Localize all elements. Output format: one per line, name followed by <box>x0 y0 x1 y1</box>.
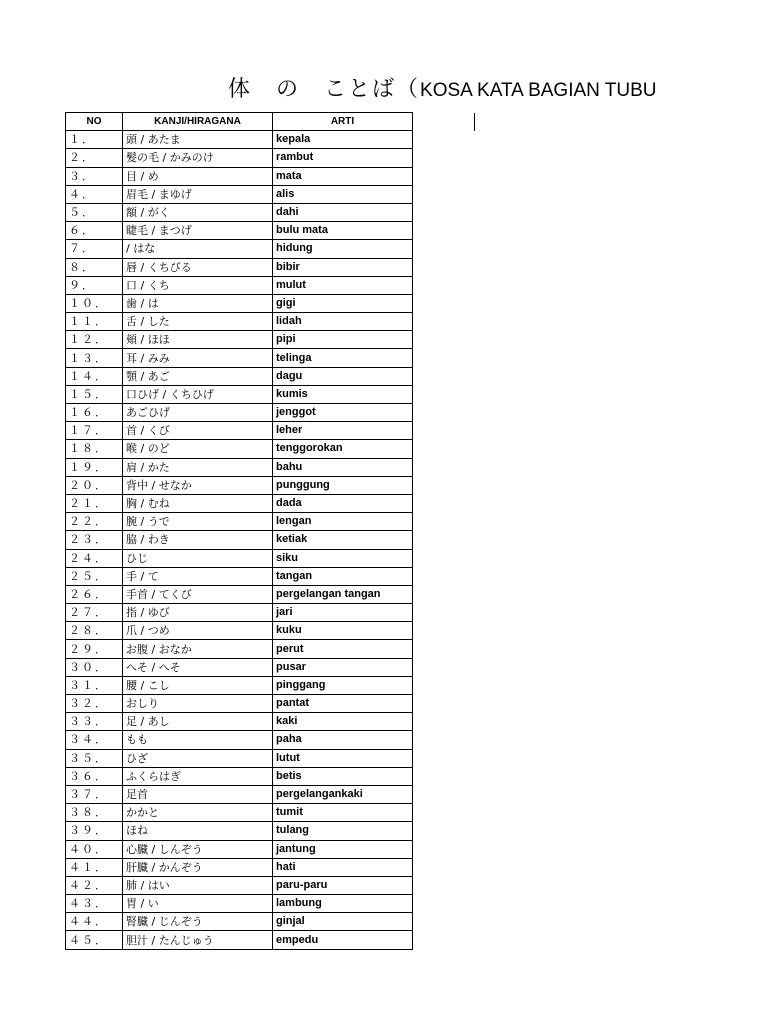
table-row <box>66 440 413 458</box>
row-number: ２５． <box>66 567 123 585</box>
row-kanji-hiragana: 肝臓 / かんぞう <box>123 858 273 876</box>
text-cursor <box>474 113 475 131</box>
table-row <box>66 840 413 858</box>
row-arti: jantung <box>273 840 413 858</box>
row-arti: pusar <box>273 658 413 676</box>
row-kanji-hiragana: 頬 / ほほ <box>123 331 273 349</box>
table-row <box>66 676 413 694</box>
table-header-row <box>66 113 413 131</box>
table-row <box>66 458 413 476</box>
row-kanji-hiragana: 歯 / は <box>123 294 273 312</box>
row-arti: betis <box>273 767 413 785</box>
table-row <box>66 913 413 931</box>
row-arti: punggung <box>273 476 413 494</box>
row-number: ６． <box>66 222 123 240</box>
row-number: ２４． <box>66 549 123 567</box>
row-number: １． <box>66 131 123 149</box>
row-number: １４． <box>66 367 123 385</box>
table-row <box>66 203 413 221</box>
row-kanji-hiragana: ひざ <box>123 749 273 767</box>
row-number: ４． <box>66 185 123 203</box>
header-arti: ARTI <box>273 113 413 131</box>
row-number: ３６． <box>66 767 123 785</box>
table-row <box>66 622 413 640</box>
row-arti: leher <box>273 422 413 440</box>
row-arti: kepala <box>273 131 413 149</box>
row-kanji-hiragana: お腹 / おなか <box>123 640 273 658</box>
table-row <box>66 858 413 876</box>
row-number: ４２． <box>66 876 123 894</box>
row-arti: pantat <box>273 695 413 713</box>
table-row <box>66 640 413 658</box>
row-arti: lengan <box>273 513 413 531</box>
row-number: ３１． <box>66 676 123 694</box>
header-kanji-hiragana: KANJI/HIRAGANA <box>123 113 273 131</box>
row-arti: pergelangan tangan <box>273 585 413 603</box>
table-row <box>66 349 413 367</box>
table-row <box>66 785 413 803</box>
table-row <box>66 131 413 149</box>
table-row <box>66 749 413 767</box>
table-row <box>66 149 413 167</box>
row-number: ４０． <box>66 840 123 858</box>
row-arti: mulut <box>273 276 413 294</box>
table-row <box>66 222 413 240</box>
table-row <box>66 713 413 731</box>
row-kanji-hiragana: 背中 / せなか <box>123 476 273 494</box>
table-row <box>66 804 413 822</box>
row-arti: bibir <box>273 258 413 276</box>
row-kanji-hiragana: 額 / がく <box>123 203 273 221</box>
row-arti: bahu <box>273 458 413 476</box>
row-kanji-hiragana: ひじ <box>123 549 273 567</box>
row-kanji-hiragana: 耳 / みみ <box>123 349 273 367</box>
row-kanji-hiragana: 腎臓 / じんぞう <box>123 913 273 931</box>
table-row <box>66 240 413 258</box>
row-kanji-hiragana: 目 / め <box>123 167 273 185</box>
row-arti: tenggorokan <box>273 440 413 458</box>
row-number: ５． <box>66 203 123 221</box>
row-number: ４１． <box>66 858 123 876</box>
row-arti: paru-paru <box>273 876 413 894</box>
table-row <box>66 476 413 494</box>
title-latin: KOSA KATA BAGIAN TUBU <box>420 80 657 101</box>
row-kanji-hiragana: ほね <box>123 822 273 840</box>
row-arti: kumis <box>273 385 413 403</box>
row-number: ３７． <box>66 785 123 803</box>
table-row <box>66 513 413 531</box>
row-arti: jari <box>273 604 413 622</box>
row-number: ４４． <box>66 913 123 931</box>
row-number: ２７． <box>66 604 123 622</box>
row-kanji-hiragana: 喉 / のど <box>123 440 273 458</box>
table-row <box>66 167 413 185</box>
row-arti: paha <box>273 731 413 749</box>
row-kanji-hiragana: かかと <box>123 804 273 822</box>
header-no: NO <box>66 113 123 131</box>
row-arti: jenggot <box>273 404 413 422</box>
row-number: ８． <box>66 258 123 276</box>
row-arti: rambut <box>273 149 413 167</box>
row-arti: empedu <box>273 931 413 949</box>
row-number: ３． <box>66 167 123 185</box>
row-kanji-hiragana: 頭 / あたま <box>123 131 273 149</box>
table-row <box>66 313 413 331</box>
table-row <box>66 931 413 949</box>
row-number: ３４． <box>66 731 123 749</box>
row-arti: kuku <box>273 622 413 640</box>
table-row <box>66 331 413 349</box>
row-number: １６． <box>66 404 123 422</box>
row-number: ３２． <box>66 695 123 713</box>
row-number: ４３． <box>66 895 123 913</box>
vocabulary-table <box>65 112 413 950</box>
row-arti: dahi <box>273 203 413 221</box>
row-number: １７． <box>66 422 123 440</box>
row-arti: ketiak <box>273 531 413 549</box>
table-row <box>66 567 413 585</box>
row-number: ２３． <box>66 531 123 549</box>
row-arti: pergelangankaki <box>273 785 413 803</box>
table-row <box>66 767 413 785</box>
row-number: ２１． <box>66 494 123 512</box>
table-row <box>66 294 413 312</box>
row-arti: siku <box>273 549 413 567</box>
row-number: １３． <box>66 349 123 367</box>
row-number: ２０． <box>66 476 123 494</box>
row-arti: telinga <box>273 349 413 367</box>
row-kanji-hiragana: 口 / くち <box>123 276 273 294</box>
row-kanji-hiragana: 胸 / むね <box>123 494 273 512</box>
row-kanji-hiragana: 腰 / こし <box>123 676 273 694</box>
table-row <box>66 185 413 203</box>
row-kanji-hiragana: 手 / て <box>123 567 273 585</box>
table-row <box>66 404 413 422</box>
row-number: １５． <box>66 385 123 403</box>
table-row <box>66 549 413 567</box>
table-row <box>66 695 413 713</box>
row-arti: dada <box>273 494 413 512</box>
row-arti: tangan <box>273 567 413 585</box>
table-row <box>66 258 413 276</box>
row-kanji-hiragana: 腕 / うで <box>123 513 273 531</box>
row-kanji-hiragana: 髪の毛 / かみのけ <box>123 149 273 167</box>
table-row <box>66 604 413 622</box>
row-kanji-hiragana: / はな <box>123 240 273 258</box>
table-row <box>66 385 413 403</box>
row-arti: tulang <box>273 822 413 840</box>
row-number: ９． <box>66 276 123 294</box>
row-kanji-hiragana: 肺 / はい <box>123 876 273 894</box>
row-number: ２２． <box>66 513 123 531</box>
row-number: １９． <box>66 458 123 476</box>
row-kanji-hiragana: 手首 / てくび <box>123 585 273 603</box>
row-kanji-hiragana: 唇 / くちびる <box>123 258 273 276</box>
table-row <box>66 367 413 385</box>
row-number: ３０． <box>66 658 123 676</box>
row-kanji-hiragana: 指 / ゆび <box>123 604 273 622</box>
row-arti: lidah <box>273 313 413 331</box>
row-kanji-hiragana: 胃 / い <box>123 895 273 913</box>
table-row <box>66 276 413 294</box>
row-arti: lambung <box>273 895 413 913</box>
table-row <box>66 658 413 676</box>
row-arti: kaki <box>273 713 413 731</box>
table-row <box>66 494 413 512</box>
row-kanji-hiragana: あごひげ <box>123 404 273 422</box>
row-kanji-hiragana: 足首 <box>123 785 273 803</box>
row-kanji-hiragana: 口ひげ / くちひげ <box>123 385 273 403</box>
row-arti: tumit <box>273 804 413 822</box>
row-number: ２８． <box>66 622 123 640</box>
row-number: ３８． <box>66 804 123 822</box>
row-arti: perut <box>273 640 413 658</box>
row-arti: mata <box>273 167 413 185</box>
row-kanji-hiragana: 睫毛 / まつげ <box>123 222 273 240</box>
row-kanji-hiragana: 舌 / した <box>123 313 273 331</box>
row-number: １２． <box>66 331 123 349</box>
row-arti: hidung <box>273 240 413 258</box>
row-kanji-hiragana: 心臓 / しんぞう <box>123 840 273 858</box>
row-arti: alis <box>273 185 413 203</box>
table-row <box>66 876 413 894</box>
row-arti: hati <box>273 858 413 876</box>
row-kanji-hiragana: ふくらはぎ <box>123 767 273 785</box>
table-row <box>66 531 413 549</box>
row-number: ２６． <box>66 585 123 603</box>
row-arti: bulu mata <box>273 222 413 240</box>
row-kanji-hiragana: 胆汁 / たんじゅう <box>123 931 273 949</box>
row-kanji-hiragana: 肩 / かた <box>123 458 273 476</box>
row-number: １０． <box>66 294 123 312</box>
table-row <box>66 422 413 440</box>
row-arti: gigi <box>273 294 413 312</box>
row-kanji-hiragana: おしり <box>123 695 273 713</box>
row-number: ２． <box>66 149 123 167</box>
row-kanji-hiragana: 顎 / あご <box>123 367 273 385</box>
row-number: １８． <box>66 440 123 458</box>
row-kanji-hiragana: 爪 / つめ <box>123 622 273 640</box>
row-kanji-hiragana: 首 / くび <box>123 422 273 440</box>
row-kanji-hiragana: 脇 / わき <box>123 531 273 549</box>
row-number: ７． <box>66 240 123 258</box>
title-japanese: 体 の ことば（ <box>228 77 421 102</box>
row-kanji-hiragana: へそ / へそ <box>123 658 273 676</box>
row-arti: lutut <box>273 749 413 767</box>
row-arti: pinggang <box>273 676 413 694</box>
row-number: ３５． <box>66 749 123 767</box>
row-number: １１． <box>66 313 123 331</box>
table-row <box>66 585 413 603</box>
table-row <box>66 731 413 749</box>
row-kanji-hiragana: もも <box>123 731 273 749</box>
row-arti: ginjal <box>273 913 413 931</box>
page-title <box>228 76 657 105</box>
row-number: ４５． <box>66 931 123 949</box>
row-number: ２９． <box>66 640 123 658</box>
row-number: ３９． <box>66 822 123 840</box>
table-row <box>66 895 413 913</box>
row-kanji-hiragana: 足 / あし <box>123 713 273 731</box>
row-kanji-hiragana: 眉毛 / まゆげ <box>123 185 273 203</box>
row-arti: pipi <box>273 331 413 349</box>
table-row <box>66 822 413 840</box>
row-arti: dagu <box>273 367 413 385</box>
row-number: ３３． <box>66 713 123 731</box>
